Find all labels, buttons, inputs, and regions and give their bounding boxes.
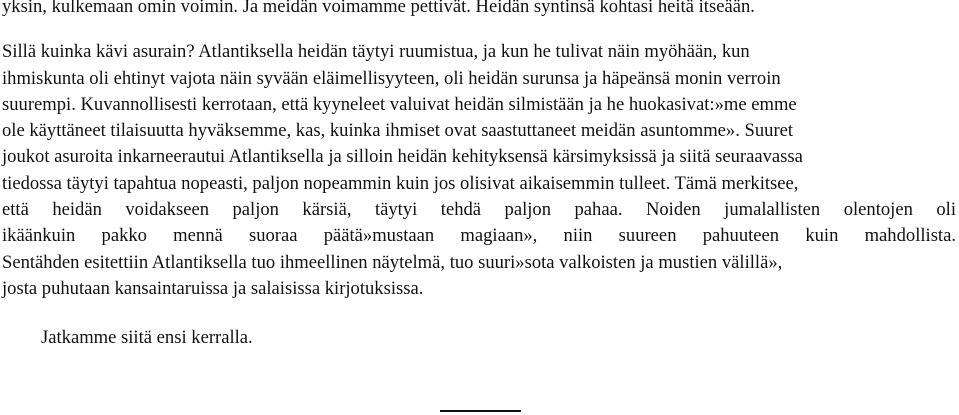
paragraph-line: joukot asuroita inkarneerautui Atlantiksella ja silloin heidän kehityksensä kärsimyksissä ja siitä seuraavassa — [2, 146, 803, 168]
paragraph-line: suurempi. Kuvannollisesti kerrotaan, että kyyneleet valuivat heidän silmistään ja he huokasivat:»me emme — [2, 93, 797, 115]
intro-line: yksin, kulkemaan omin voimin. Ja meidän voimamme pettivät. Heidän syntinsä kohtasi heitä itseään. — [2, 0, 755, 17]
paragraph-line: tiedossa täytyi tapahtua nopeasti, paljon nopeammin kuin jos olisivat aikaisemmin tulleet. Tämä merkitsee, — [2, 172, 799, 194]
closing-line: Jatkamme siitä ensi kerralla. — [41, 327, 253, 349]
document-page — [2, 0, 956, 352]
paragraph-line: josta puhutaan kansaintaruissa ja salaisissa kirjotuksissa. — [2, 277, 424, 299]
paragraph-line: että heidän voidakseen paljon kärsiä, täytyi tehdä paljon pahaa. Noiden jumalallisten olentojen oli — [2, 199, 956, 221]
paragraph-line: ihmiskunta oli ehtinyt vajota näin syvään eläimellisyyteen, oli heidän surunsa ja häpeänsä monin verroin — [2, 67, 781, 89]
paragraph-line: ikäänkuin pakko mennä suoraa päätä»mustaan magiaan», niin suureen pahuuteen kuin mahdollista. — [2, 225, 956, 247]
paragraph-line: ole käyttäneet tilaisuutta hyväksemme, kas, kuinka ihmiset ovat saastuttaneet meidän asuntomme». Suuret — [2, 120, 794, 142]
paragraph-line: Sillä kuinka kävi asurain? Atlantiksella heidän täytyi ruumistua, ja kun he tulivat näin myöhään, kun — [2, 41, 750, 63]
paragraph-gap — [2, 20, 956, 39]
paragraph-line: Sentähden esitettiin Atlantiksella tuo ihmeellinen näytelmä, tuo suuri»sota valkoisten ja mustien välillä», — [2, 251, 783, 273]
section-divider — [440, 410, 521, 412]
main-paragraph — [2, 39, 956, 302]
